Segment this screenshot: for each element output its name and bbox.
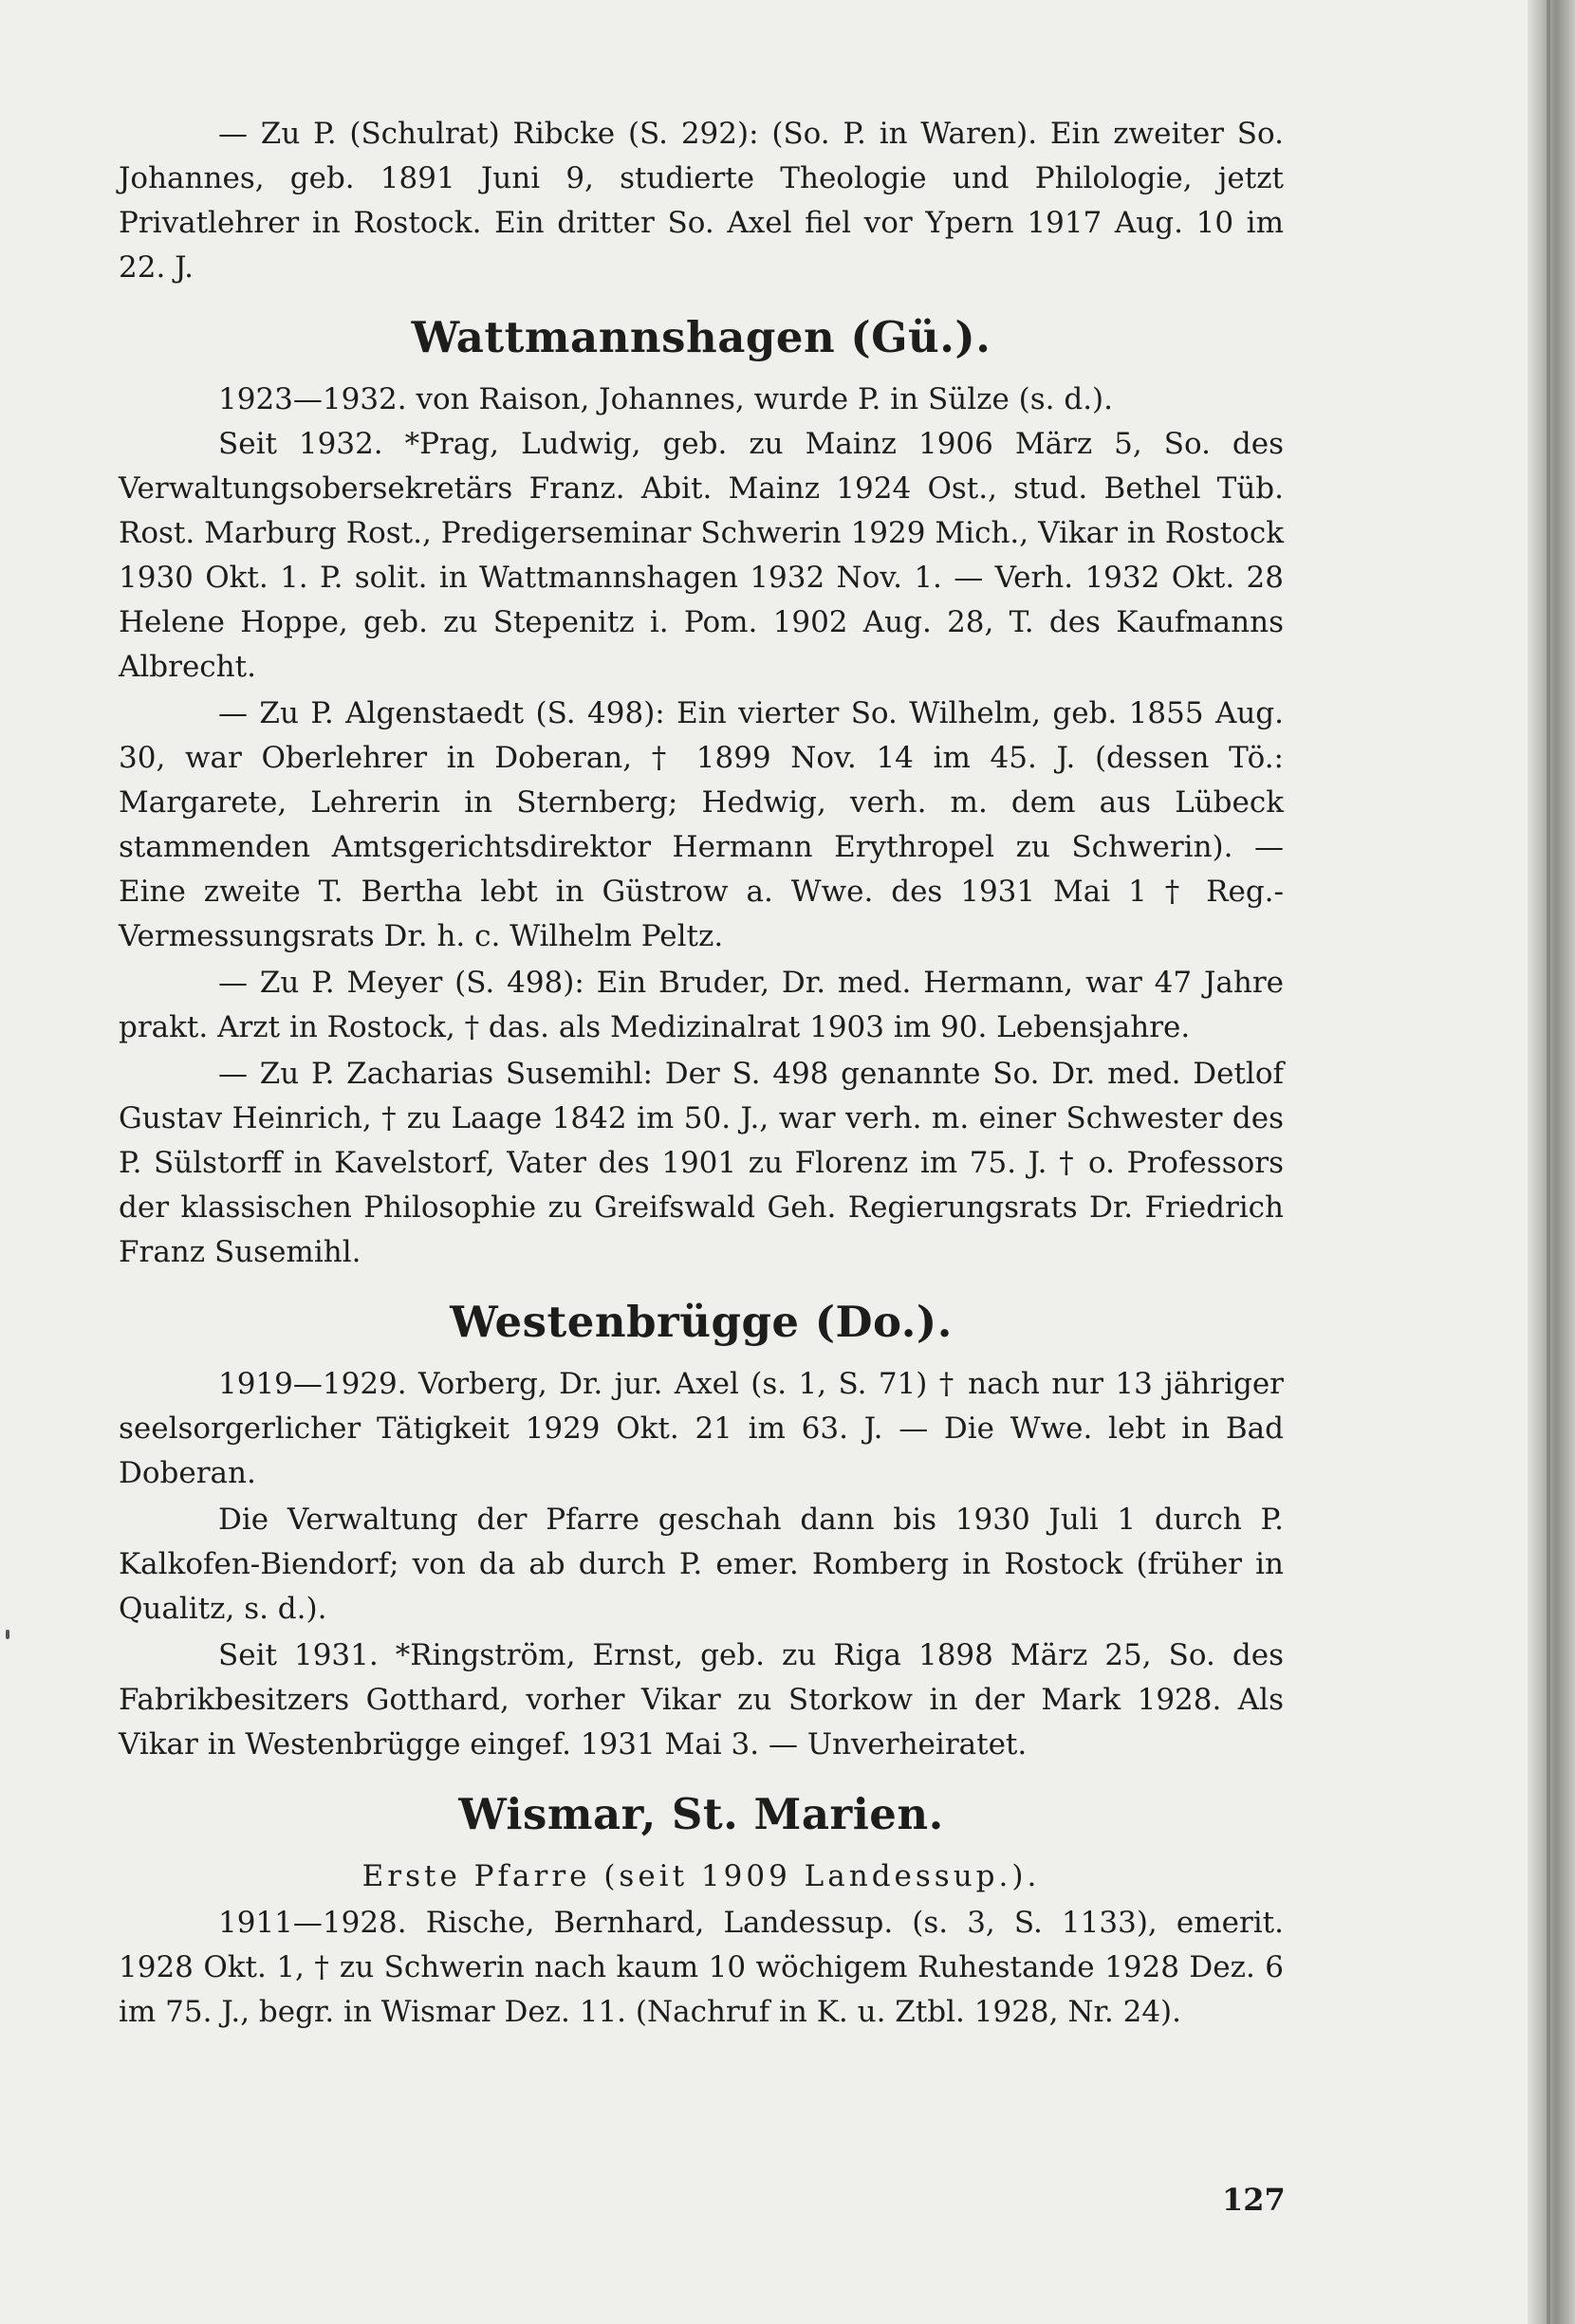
margin-mark [6, 1630, 9, 1639]
subtitle-erste-pfarre: Erste Pfarre (seit 1909 Landessup.). [361, 1859, 1041, 1893]
paragraph-vorberg: 1919—1929. Vorberg, Dr. jur. Axel (s. 1, S. 71) † nach nur 13 jähriger seelsorgerlicher Tätigkeit 1929 Okt. 21 im 63. J. — Die Wwe. lebt in Bad Doberan. [119, 1367, 1284, 1490]
section-title-wismar: Wismar, St. Marien. [458, 1789, 944, 1839]
book-spine-shadow [1528, 0, 1575, 2324]
paragraph-verwaltung: Die Verwaltung der Pfarre geschah dann bis 1930 Juli 1 durch P. Kalkofen-Biendorf; von da ab durch P. emer. Romberg in Rostock (früher in Qualitz, s. d.). [119, 1503, 1284, 1626]
book-spine-line [1547, 0, 1550, 2324]
section-title-wattmannshagen: Wattmannshagen (Gü.). [411, 312, 991, 362]
page-number: 127 [1222, 2182, 1286, 2218]
section-title-westenbruegge: Westenbrügge (Do.). [450, 1297, 953, 1347]
paragraph-susemihl: — Zu P. Zacharias Susemihl: Der S. 498 genannte So. Dr. med. Detlof Gustav Heinrich, † zu Laage 1842 im 50. J., war verh. m. einer Schwester des P. Sülstorff in Kavelstorf, Vater des 1901 zu Florenz im 75. J. † o. Professors der klassischen Philosophie zu Greifswald Geh. Regierungsrats Dr. Friedrich Franz Susemihl. [119, 1057, 1284, 1269]
paragraph-ringstroem: Seit 1931. *Ringström, Ernst, geb. zu Riga 1898 März 25, So. des Fabrikbesitzers Gotthard, vorher Vikar zu Storkow in der Mark 1928. Als Vikar in Westenbrügge eingef. 1931 Mai 3. — Unverheiratet. [119, 1638, 1284, 1761]
paragraph-prag: Seit 1932. *Prag, Ludwig, geb. zu Mainz 1906 März 5, So. des Verwaltungsobersekretärs Franz. Abit. Mainz 1924 Ost., stud. Bethel Tüb. Rost. Marburg Rost., Predigerseminar Schwerin 1929 Mich., Vikar in Rostock 1930 Okt. 1. P. solit. in Wattmannshagen 1932 Nov. 1. — Verh. 1932 Okt. 28 Helene Hoppe, geb. zu Stepenitz i. Pom. 1902 Aug. 28, T. des Kaufmanns Albrecht. [119, 427, 1284, 684]
ribcke-paragraph: — Zu P. (Schulrat) Ribcke (S. 292): (So. P. in Waren). Ein zweiter So. Johannes, geb. 1891 Juni 9, studierte Theologie und Philologie, jetzt Privatlehrer in Rostock. Ein dritter So. Axel fiel vor Ypern 1917 Aug. 10 im 22. J. [119, 117, 1284, 285]
page-text [119, 112, 1284, 2035]
paragraph-rische: 1911—1928. Rische, Bernhard, Landessup. (s. 3, S. 1133), emerit. 1928 Okt. 1, † zu Schwerin nach kaum 10 wöchigem Ruhestande 1928 Dez. 6 im 75. J., begr. in Wismar Dez. 11. (Nachruf in K. u. Ztbl. 1928, Nr. 24). [119, 1906, 1284, 2029]
paragraph-meyer: — Zu P. Meyer (S. 498): Ein Bruder, Dr. med. Hermann, war 47 Jahre prakt. Arzt in Rostock, † das. als Medizinalrat 1903 im 90. Lebensjahre. [119, 966, 1284, 1044]
paragraph-raison: 1923—1932. von Raison, Johannes, wurde P. in Sülze (s. d.). [218, 382, 1114, 416]
paragraph-algenstaedt: — Zu P. Algenstaedt (S. 498): Ein vierter So. Wilhelm, geb. 1855 Aug. 30, war Oberlehrer in Doberan, † 1899 Nov. 14 im 45. J. (dessen Tö.: Margarete, Lehrerin in Sternberg; Hedwig, verh. m. dem aus Lübeck stammenden Amtsgerichtsdirektor Hermann Erythropel zu Schwerin). — Eine zweite T. Bertha lebt in Güstrow a. Wwe. des 1931 Mai 1 † Reg.-Vermessungsrats Dr. h. c. Wilhelm Peltz. [119, 696, 1284, 953]
